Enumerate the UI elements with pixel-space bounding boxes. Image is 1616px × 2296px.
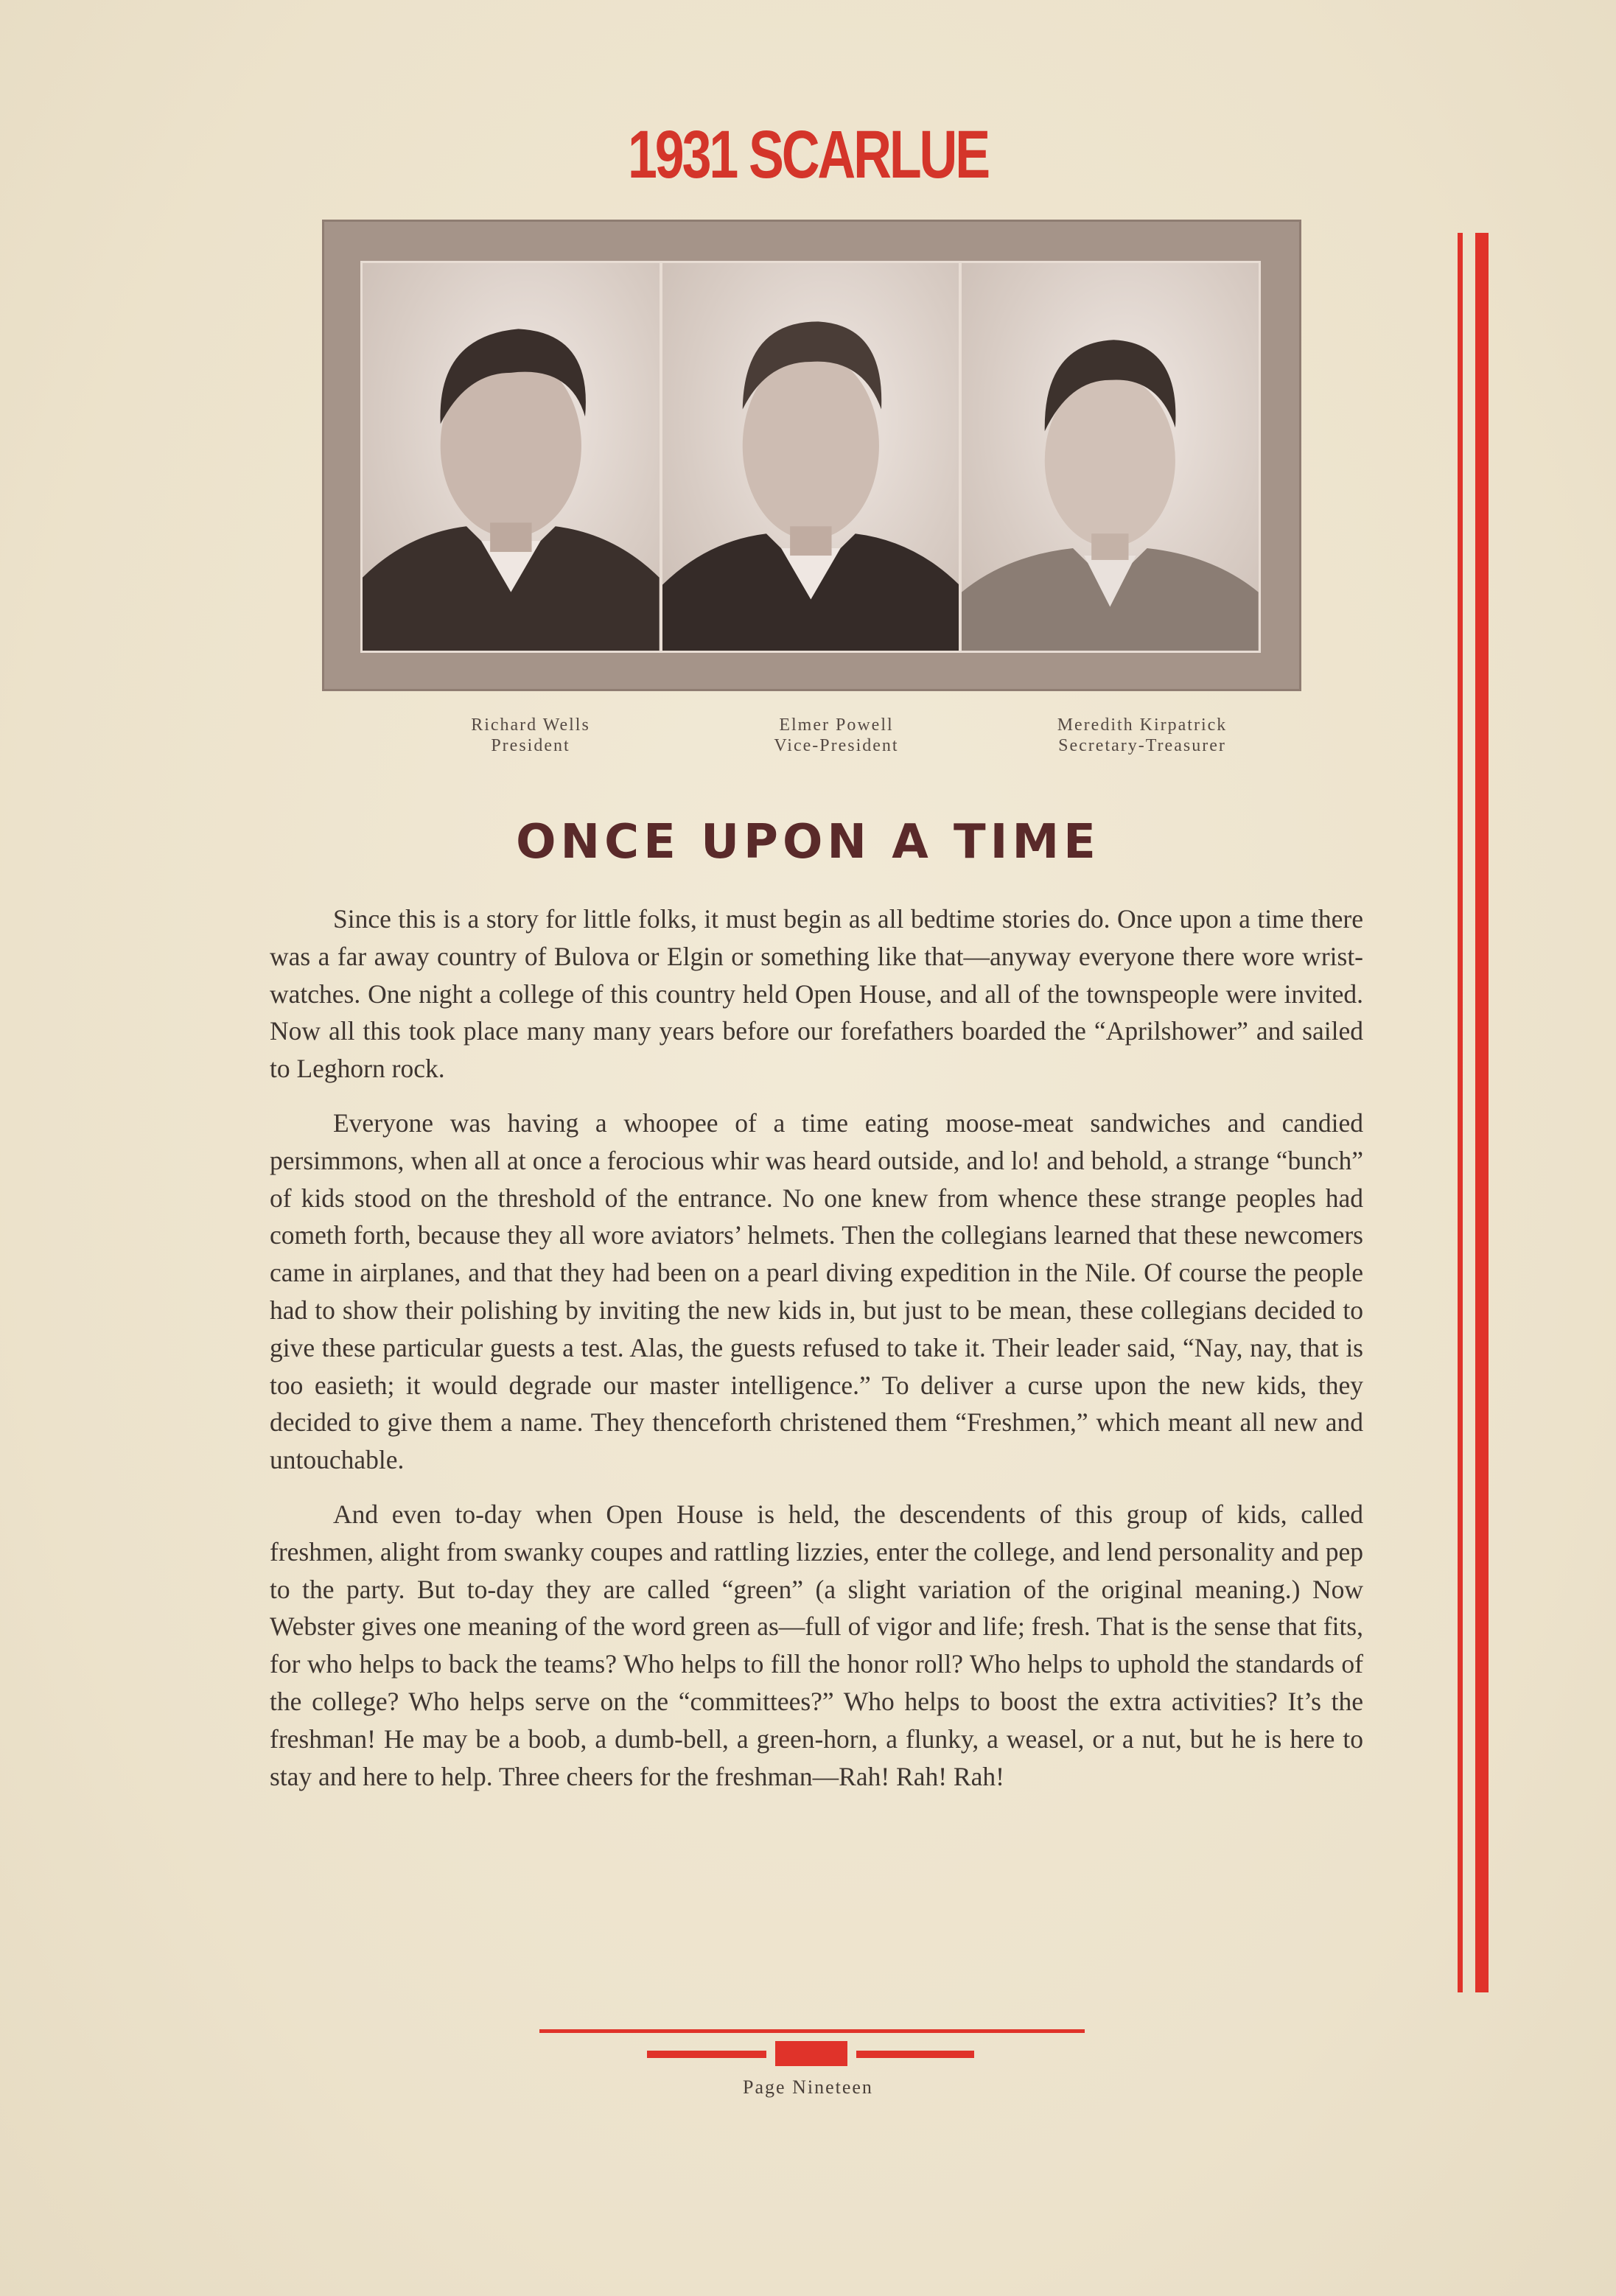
officer-role: Vice-President [774,736,899,755]
footer-ornament-right [856,2051,974,2058]
caption-president [413,715,648,759]
side-rule-thin [1458,233,1463,1992]
article-paragraph: Since this is a story for little folks, it must begin as all bedtime stories do. Once upon a time there was a far away country of Bulova or Elgin or something like that—anyway everyone there wore wrist-watches. One night a college of this country held Open House, and all of the townspeople were invited. Now all this took place many many years before our forefathers boarded the “Aprilshower” and sailed to Leghorn rock. [270,904,1363,1084]
officer-photo-panel [322,220,1301,691]
footer-ornament-center [775,2041,847,2066]
officer-role: Secretary-Treasurer [1058,736,1226,755]
portrait-silhouette-icon [363,263,660,651]
side-rule-thick [1475,233,1489,1992]
yearbook-title: 1931 SCARLUE [628,117,988,192]
caption-secretary-treasurer [1024,715,1260,759]
page-number: Page Nineteen [743,2076,873,2098]
article-paragraph: And even to-day when Open House is held, the descendents of this group of kids, called freshmen, alight from swanky coupes and rattling lizzies, enter the college, and lend personality and pep to the party. But to-day they are called “green” (a slight variation of the original meaning.) Now Webster gives one meaning of the word green as—full of vigor and life; fresh. That is the sense that fits, for who helps to back the teams? Who helps to fill the honor roll? Who helps to uphold the standards of the college? Who helps serve on the “committees?” Who helps to boost the extra activities? It’s the freshman! He may be a boob, a dumb-bell, a green-horn, a flunky, a weasel, or a nut, but he is here to stay and here to help. Three cheers for the freshman—Rah! Rah! Rah! [270,1499,1363,1791]
officer-name: Meredith Kirpatrick [1057,715,1228,735]
portrait-vice-president [662,263,959,651]
portrait-silhouette-icon [662,263,959,651]
officer-role: President [491,736,570,755]
officer-name: Richard Wells [471,715,590,735]
caption-vice-president [718,715,954,759]
article-paragraph: Everyone was having a whoopee of a time eating moose-meat sandwiches and candied persimmons, when all at once a ferocious whir was heard outside, and lo! and behold, a strange “bunch” of kids stood on the threshold of the entrance. No one knew from whence these strange peoples had cometh forth, because they all wore aviators’ helmets. Then the collegians learned that these newcomers came in airplanes, and that they had been on a pearl diving expedition in the Nile. Of course the people had to show their polishing by inviting the new kids in, but just to be mean, these collegians decided to give these particular guests a test. Alas, the guests refused to take it. Their leader said, “Nay, nay, that is too easieth; it would degrade our master intelligence.” To deliver a curse upon the new kids, they decided to give them a name. They thenceforth christened them “Freshmen,” which meant all new and untouchable. [270,1107,1363,1475]
portrait-president [363,263,660,651]
portrait-secretary-treasurer [962,263,1259,651]
photo-frame [360,261,1261,653]
article-title: ONCE UPON A TIME [516,815,1100,869]
officer-name: Elmer Powell [779,715,894,735]
footer-rule [539,2029,1085,2033]
portrait-silhouette-icon [962,263,1259,651]
article-body [270,900,1363,1812]
footer-ornament-left [647,2051,766,2058]
officer-captions [413,715,1260,759]
